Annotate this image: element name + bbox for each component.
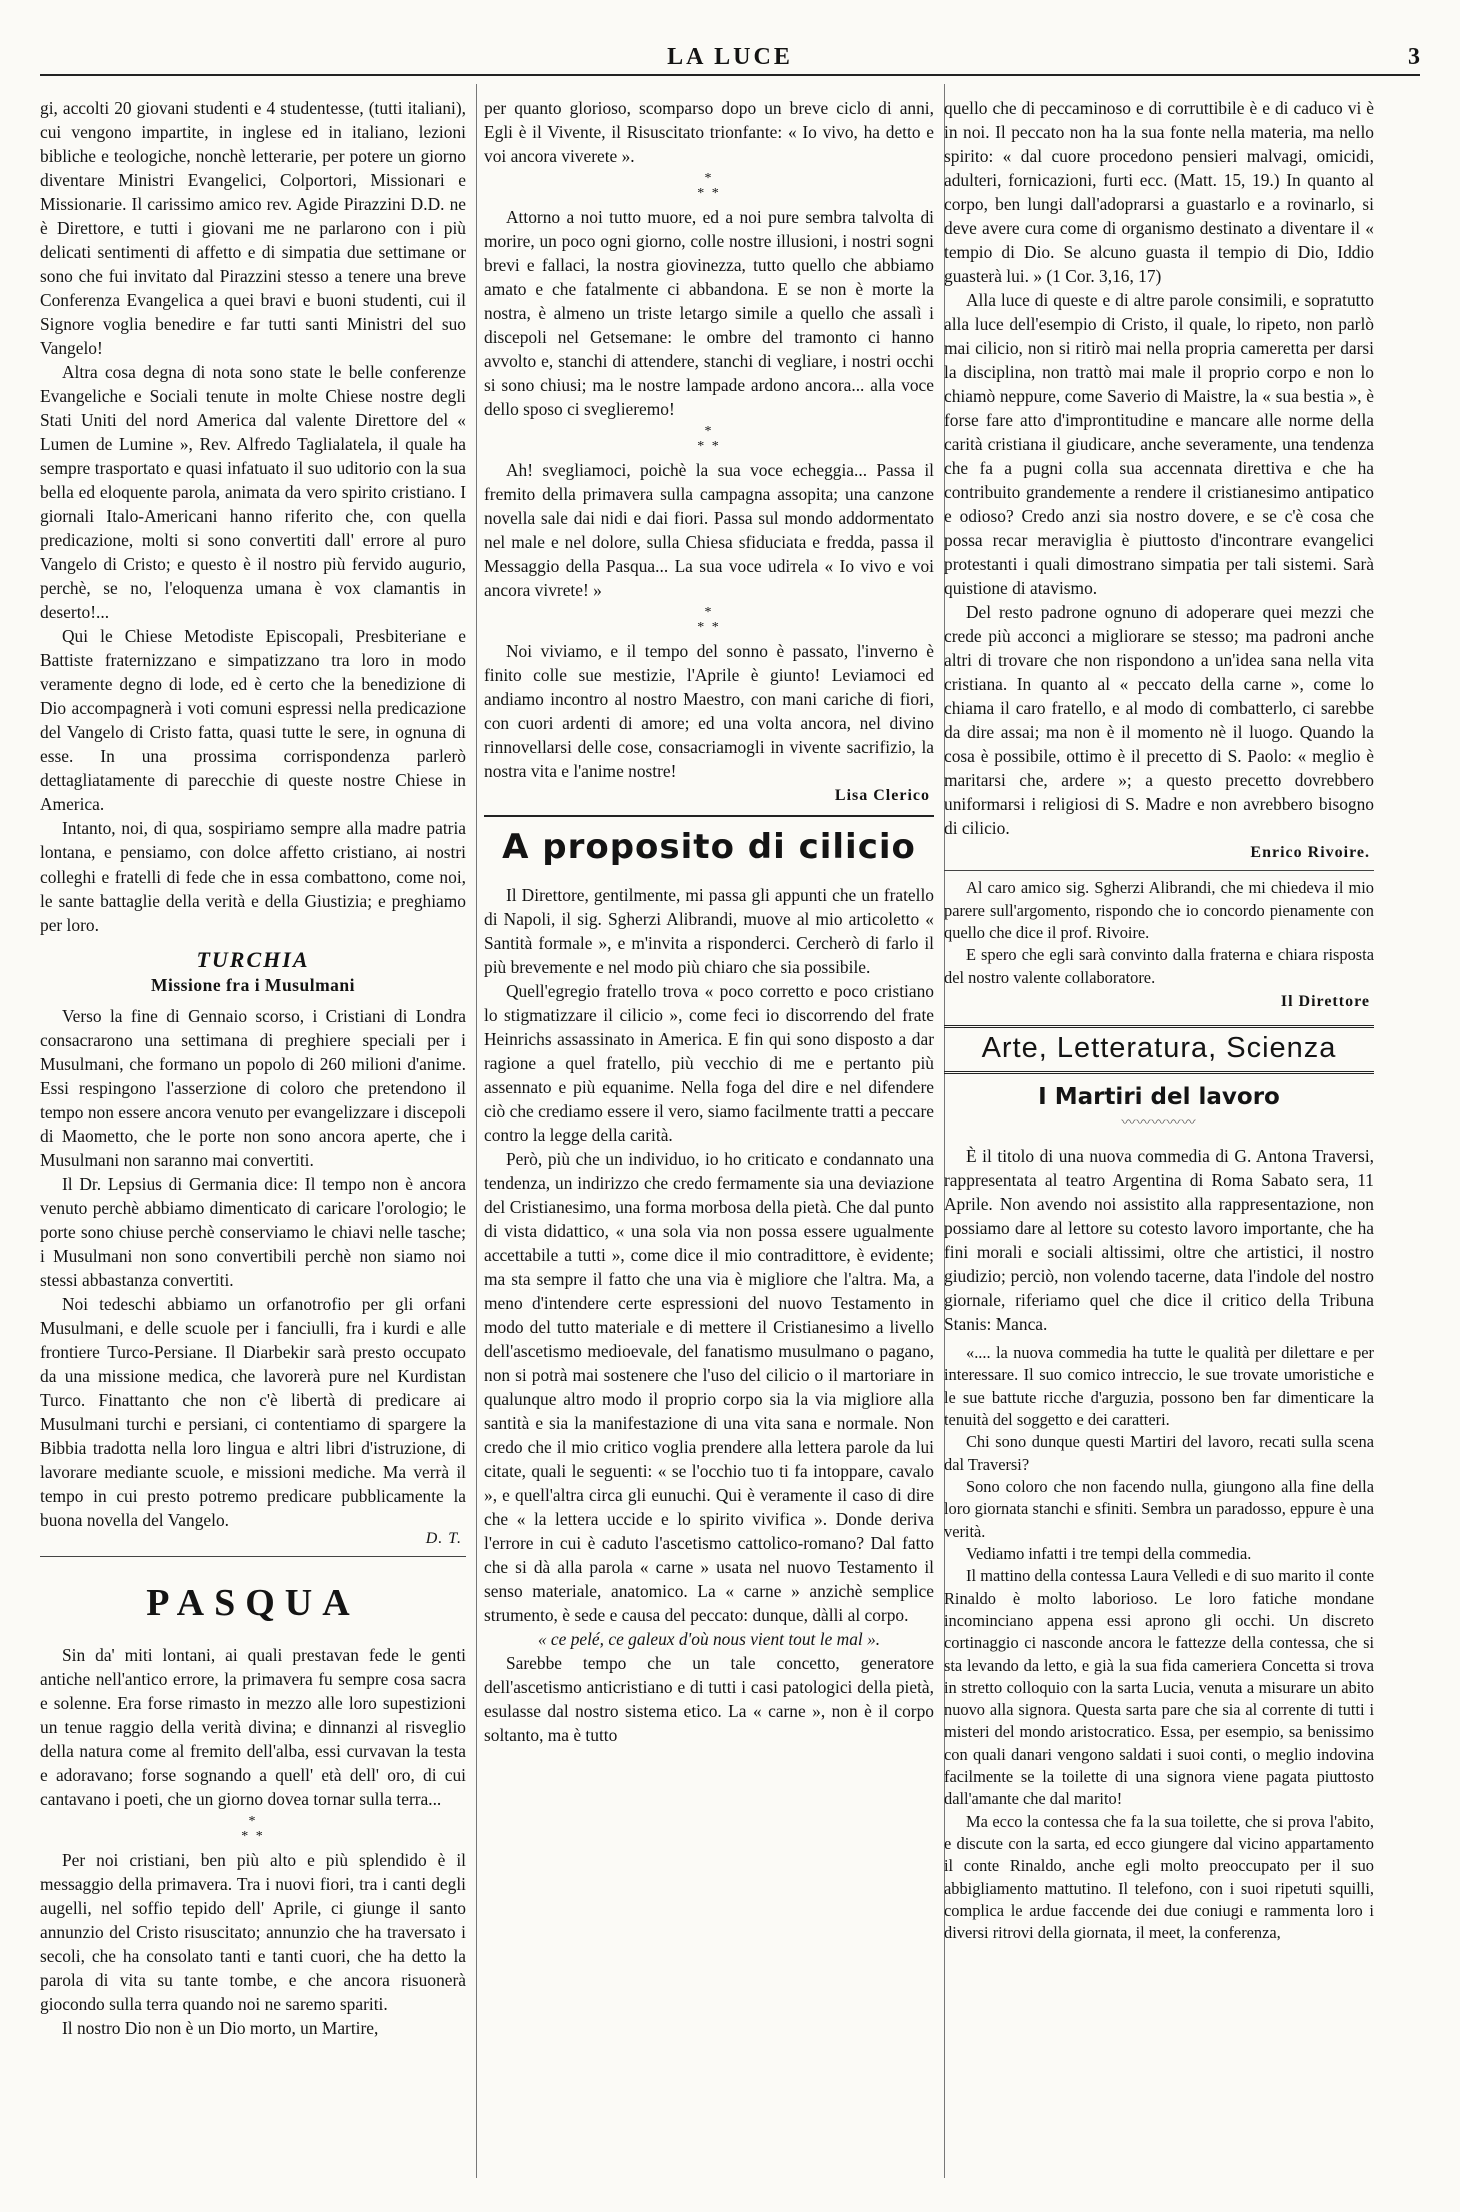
asterism: * * * <box>241 1814 265 1845</box>
ornamental-rule: 〰〰〰〰〰 <box>1121 1116 1197 1132</box>
paragraph: Il mattino della contessa Laura Velledi e di suo marito il conte Rinaldo è molto laborioso. Le loro fatiche mondane incominciano appena essi aprono gli occhi. Un discreto cortinaggio ci nasconde ancora le fattezze della contessa, che si sta levando da letto, e già la sua fida cameriera Concetta si trova in stretto colloquio con la sarta Lucia, venuta a misurare un abito nuovo alla signora. Questa sarta pare che sia al corrente di tutti i misteri del mondo aristocratico. Essa, per esempio, sa benissimo con quali danari vengono saldati i suoi conti, o meglio indovina facilmente se la toilette di una signora viene pagata piuttosto dall'amante che dal marito! <box>944 1566 1374 1809</box>
paragraph: Sarebbe tempo che un tale concetto, generatore dell'ascetismo anticristiano e di tutti i casi patologici della pietà, esulasse dal nostro sistema etico. La « carne », non è il corpo soltanto, ma è tutto <box>484 1653 934 1746</box>
divider <box>484 815 934 817</box>
paragraph: quello che di peccaminoso e di corruttibile è e di caduco vi è in noi. Il peccato non ha la sua fonte nella materia, ma nello spirito: « dal cuore procedono pensieri malvagi, omicidi, adulteri, fornicazioni, furti ecc. (Matt. 15, 19.) In quanto al corpo, ben lungi dall'adoprarsi a guastarlo e a rovinarlo, si deve avere cura come di organismo destinato a diventare il « tempio di Dio. Se alcuno guasta il tempio di Dio, Iddio guasterà lui. » (1 Cor. 3,16, 17) <box>944 98 1374 287</box>
paragraph: Noi tedeschi abbiamo un orfanotrofio per gli orfani Musulmani, e delle scuole per i fanciulli, fra i kurdi e alle frontiere Turco-Persiane. Il Diarbekir sarà presto occupato da una missione medica, che lavorerà pure nel Kurdistan Turco. Finattanto che non c'è libertà di predicare ai Musulmani turchi e persiani, ci contentiamo di spargere la Bibbia tradotta nella loro lingua e altri libri d'istruzione, di lavorare mediante scuole, e missioni mediche. Ma verrà il tempo in cui presto potremo predicare pubblicamente la buona novella del Vangelo. <box>40 1293 466 1530</box>
asterism: * * * <box>697 171 721 202</box>
masthead-title: LA LUCE <box>667 44 793 70</box>
page-number: 3 <box>1408 44 1420 70</box>
paragraph: Sin da' miti lontani, ai quali prestavan fede le genti antiche nell'antico errore, la primavera fu sempre cosa sacra e solenne. Era forse rimasto in mezzo alle loro supestizioni un tenue raggio della verità divina; e dinnanzi al risveglio della natura come al fremito dell'alba, essi curvavan la testa e adoravano; forse sognando a quell' età dell' oro, di cui cantavano i poeti, che un giorno dovea tornar sulla terra... <box>40 1644 466 1809</box>
paragraph: Quell'egregio fratello trova « poco corretto e poco cristiano lo stigmatizzare il cilicio », come feci io discorrendo del frate Heinrichs assassinato in America. E fin qui sono disposto a dar ragione a quel fratello, più vecchio di me e pertanto più assennato e più equanime. Nella foga del dire e nel difendere ciò che crediamo essere il vero, siamo facilmente tratti a peccare contro la legge della carità. <box>484 980 934 1145</box>
author-signature: Enrico Rivoire. <box>1250 844 1370 862</box>
paragraph: Altra cosa degna di nota sono state le belle conferenze Evangeliche e Sociali tenute in molte Chiese nostre degli Stati Uniti del nord America dal valente Direttore del « Lumen de Lumine », Rev. Alfredo Taglialatela, il quale ha sempre trasportato e quasi infatuato il suo uditorio con la sua bella ed eloquente parola, animata da vero spirito cristiano. I giornali Italo-Americani hanno riferito che, con quella predicazione, molti si sono convertiti dall' errore al puro Vangelo di Cristo; e questo è il nostro più fervido augurio, perchè, se no, l'eloquenza umana è vox clamantis in deserto!... <box>40 362 466 623</box>
quoted-verse: « ce pelé, ce galeux d'où nous vient tout le mal ». <box>537 1629 881 1650</box>
paragraph: E spero che egli sarà convinto dalla fraterna e chiara risposta del nostro valente collaboratore. <box>944 945 1374 987</box>
paragraph: Noi viviamo, e il tempo del sonno è passato, l'inverno è finito colle sue mestizie, l'Aprile è giunto! Leviamoci ed andiamo incontro al nostro Maestro, con mani cariche di fiori, con cuori ardenti di amore; ed una volta ancora, nel divino rinnovellarsi delle cose, consacriamogli in vivente sacrifizio, la nostra vita e l'anime nostre! <box>484 640 934 781</box>
asterism: * * * <box>697 423 721 455</box>
section-subtitle: Missione fra i Musulmani <box>150 974 356 995</box>
column-divider <box>476 84 477 2178</box>
editor-note <box>944 877 1374 989</box>
paragraph: Qui le Chiese Metodiste Episcopali, Presbiteriane e Battiste fraternizzano e simpatizzano tra loro in modo veramente degno di lode, ed è certo che la benedizione di Dio accompagnerà i voti comuni espressi nella predicazione del Vangelo di Cristo fatta, quasi tutte le sere, in ognuna di esse. In una prossima corrispondenza parlerò dettagliatamente di parecchie di queste nostre Chiese in America. <box>40 626 466 815</box>
paragraph: Al caro amico sig. Sgherzi Alibrandi, che mi chiedeva il mio parere sull'argomento, rispondo che io concordo pienamente con quello che dice il prof. Rivoire. <box>944 878 1374 943</box>
paragraph: Il nostro Dio non è un Dio morto, un Martire, <box>62 2017 379 2038</box>
column-2 <box>484 96 934 2181</box>
section-header-arte: Arte, Letteratura, Scienza <box>944 1025 1374 1074</box>
author-signature: D. T. <box>425 1529 462 1547</box>
paragraph: per quanto glorioso, scomparso dopo un breve ciclo di anni, Egli è il Vivente, il Risuscitato trionfante: « Io vivo, ha detto e voi ancora viverete ». <box>484 98 934 167</box>
paragraph: Il Dr. Lepsius di Germania dice: Il tempo non è ancora venuto perchè abbiamo dimenticato di caricare l'orologio; le porte sono chiuse perchè conserviamo le chiavi nelle tasche; i Musulmani non sono convertibili perchè non siamo noi stessi abbastanza convertiti. <box>40 1173 466 1290</box>
section-title-turchia: TURCHIA <box>196 946 310 972</box>
paragraph: Attorno a noi tutto muore, ed a noi pure sembra talvolta di morire, un poco ogni giorno, colle nostre illusioni, i nostri sogni brevi e fallaci, la nostra giovinezza, tutto quello che abbiamo amato e che fatalmente ci abbandona. E se non è morte la nostra, è almeno un triste letargo simile a quello che assalì i discepoli nel Getsemane: le ombre del tramonto ci hanno avvolto e, stanchi di attendere, stanchi di vegliare, i nostri occhi si sono chiusi; ma le nostre lampade ardono ancora... alla voce dello sposo ci sveglieremo! <box>484 206 934 419</box>
paragraph: Ah! svegliamoci, poichè la sua voce echeggia... Passa il fremito della primavera sulla campagna assopita; una canzone novella sale dai nidi e dai fiori. Passa sul mondo addormentato nel male e nel dolore, sulla Chiesa sfiduciata e fredda, passa il Messaggio della Pasqua... La sua voce udiтela « Io vivo e voi ancora vivrete! » <box>484 459 934 600</box>
paragraph: gi, accolti 20 giovani studenti e 4 studentesse, (tutti italiani), cui vengono impartite, in inglese ed in italiano, lezioni bibliche e teologiche, nonchè letterarie, per potere un giorno diventare Ministri Evangelici, Colportori, Missionari e Missionarie. Il carissimo amico rev. Agide Pirazzini D.D. ne è Direttore, e tutti i giovani me ne parlarono con i più delicati sentimenti di affetto e di simpatia due settimane or sono che fui invitato dal Pirazzini stesso a tenere una breve Conferenza Evangelica a quei bravi e buoni studenti, cui il Signore voglia benedire e far tutti santi Ministri del suo Vangelo! <box>40 98 466 359</box>
column-3 <box>944 96 1374 2181</box>
article-title-pasqua: PASQUA <box>146 1581 360 1624</box>
article-title-martiri: I Martiri del lavoro <box>1038 1084 1280 1111</box>
column-3-inner <box>944 96 1374 1945</box>
paragraph: Alla luce di queste e di altre parole consimili, e sopratutto alla luce dell'esempio di Cristo, il quale, lo ripeto, non parlò mai cilicio, non si ritirò mai nella propria cameretta per darsi la disciplina, non trattò mai male il proprio corpo e non lo chiamò neppure, come Saverio di Maistre, la « sua bestia », è forse fare atto d'improntitudine e mancare alle norme della carità cristiana il giudicare, anche severamente, una tendenza che fa a pugni colla sua accennata direttiva e che ha contribuito grandemente a rendere il cristianesimo antipatico e odioso? Credo anzi sia nostro dovere, e se c'è cosa che possa recar meraviglia è piuttosto d'incontrare evangelici protestanti i quali dimostrano simpatia per tali sistemi. Sarà quistione di atavismo. <box>944 290 1374 599</box>
paragraph: Vediamo infatti i tre tempi della commedia. <box>966 1543 1252 1563</box>
column-1 <box>40 96 466 2181</box>
paragraph: «.... la nuova commedia ha tutte le qualità per dilettare e per interessare. Il suo comico intreccio, le sue trovate umoristiche e le sue battute ricche d'arguzia, possono ben far dimenticare la tenuità del soggetto e dei caratteri. <box>944 1343 1374 1430</box>
paragraph: È il titolo di una nuova commedia di G. Antona Traversi, rappresentata al teatro Argentina di Roma Sabato sera, 11 Aprile. Non avendo noi assistito alla rappresentazione, non possiamo dare al lettore su cotesto lavoro importante, che ha fini morali e sociali altissimi, oltre che artistici, il nostro giudizio; perciò, non volendo tacerne, data l'indole del nostro giornale, riferiamo quel che dice il critico della Tribuna Stanis: Manca. <box>944 1146 1374 1335</box>
paragraph: Verso la fine di Gennaio scorso, i Cristiani di Londra consacrarono una settimana di preghiere speciali per i Musulmani, che formano un popolo di 260 milioni d'anime. Essi respingono l'asserzione di coloro che pretendono il tempo non essere ancora venuto per evangelizzare i discepoli di Maometto, che le porte non sono ancora aperte, che i Musulmani non saranno mai convertiti. <box>40 1005 466 1170</box>
paragraph: Per noi cristiani, ben più alto e più splendido è il messaggio della primavera. Tra i nuovi fiori, tra i canti degli augelli, nel soffio tepido dell' Aprile, ci giunge il santo annunzio del Cristo risuscitato; annunzio che ha traversato i secoli, che ha consolato tanti e tanti cuori, che ha detto la parola di vita su tante tombe, e che ancora risuonerà giocondo sulla terra quando noi ne saremo spariti. <box>40 1849 466 2014</box>
article-title-cilicio: A proposito di cilicio <box>502 826 916 867</box>
asterism: * * * <box>697 604 721 636</box>
paragraph: Ma ecco la contessa che fa la sua toilette, che si prova l'abito, e discute con la sarta, ed ecco giungere dal vicino appartamento il conte Rinaldo, anche egli molto preoccupato per il suo abbigliamento mattutino. Il telefono, con i suoi ripetuti squilli, complica le ardue faccende dei due coniugi e rammenta loro i diversi ritrovi della giornata, il meet, la conferenza, <box>944 1811 1374 1943</box>
paragraph: Intanto, noi, di qua, sospiriamo sempre alla madre patria lontana, e pensiamo, con dolce affetto cristiano, ai nostri colleghi e fratelli di fede che in essa combattono, come noi, le sante battaglie della verità e della Giustizia; e preghiamo per loro. <box>40 818 466 935</box>
running-head <box>40 44 1420 70</box>
author-signature: Lisa Clerico <box>834 786 930 804</box>
divider <box>944 870 1374 871</box>
review-quote <box>944 1342 1374 1944</box>
paragraph: Chi sono dunque questi Martiri del lavoro, recati sulla scena dal Traversi? <box>944 1432 1374 1474</box>
header-rule <box>40 74 1420 76</box>
divider <box>40 1556 466 1557</box>
paragraph: Del resto padrone ognuno di adoperare quei mezzi che crede più acconci a migliorare se stesso; ma padroni anche altri di trovare che non rispondono a un'idea sana nella vita cristiana. In quanto al « peccato della carne », come lo chiama il caro fratello, e al modo di combatterlo, ci sarebbe da dire assai; ma non è il momento nè il luogo. Quando la cosa è possibile, ottimo è il precetto di S. Paolo: « meglio è maritarsi che, ardere »; a questo precetto dovrebbero uniformarsi i religiosi di S. Madre e non avrebbero bisogno di cilicio. <box>944 602 1374 839</box>
paragraph: Però, più che un individuo, io ho criticato e condannato una tendenza, un indirizzo che credo fermamente sia una deviazione del Cristianesimo, una forma morbosa della pietà. Che dal punto di vista didattico, « una sola via non possa essere ugualmente accettabile a tutti », come dice il mio contradittore, è evidente; ma sta sempre il fatto che una via è migliore che l'altra. Ma, a meno d'intendere certe espressioni del nuovo Testamento in modo del tutto materiale e di mettere il Cristianesimo a livello dell'ascetismo medioevale, del fanatismo musulmano o pagano, non si potrà mai sostenere che l'uso del cilicio o il martoriare in qualunque altro modo il proprio corpo sia la via migliore alla santità e sia la manifestazione di una vita sana e normale. Non credo che il mio critico voglia prendere alla lettera parole da lui citate, quali le seguenti: « se l'occhio tuo ti fa intoppare, cavalo », e quell'altra circa gli eunuchi. Qui è veramente il caso di dire che « la lettera uccide e lo spirito vivifica ». Donde deriva l'errore in cui è caduto l'ascetismo cattolico-romano? Dal fatto che si dà alla parola « carne » usata nel nuovo Testamento il senso materiale, anatomico. La « carne » anzichè semplice strumento, è sede e causa del peccato: dunque, dàlli al corpo. <box>484 1148 934 1626</box>
editor-signature: Il Direttore <box>1280 993 1370 1011</box>
paragraph: Il Direttore, gentilmente, mi passa gli appunti che un fratello di Napoli, il sig. Sgherzi Alibrandi, muove al mio articoletto « Santità formale », e m'invita a risponderci. Cercherò di farlo il più brevemente e nel modo più chiaro che sia possibile. <box>484 884 934 977</box>
paragraph: Sono coloro che non facendo nulla, giungono alla fine della loro giornata stanchi e sfiniti. Sembra un paradosso, eppure è una verità. <box>944 1477 1374 1541</box>
